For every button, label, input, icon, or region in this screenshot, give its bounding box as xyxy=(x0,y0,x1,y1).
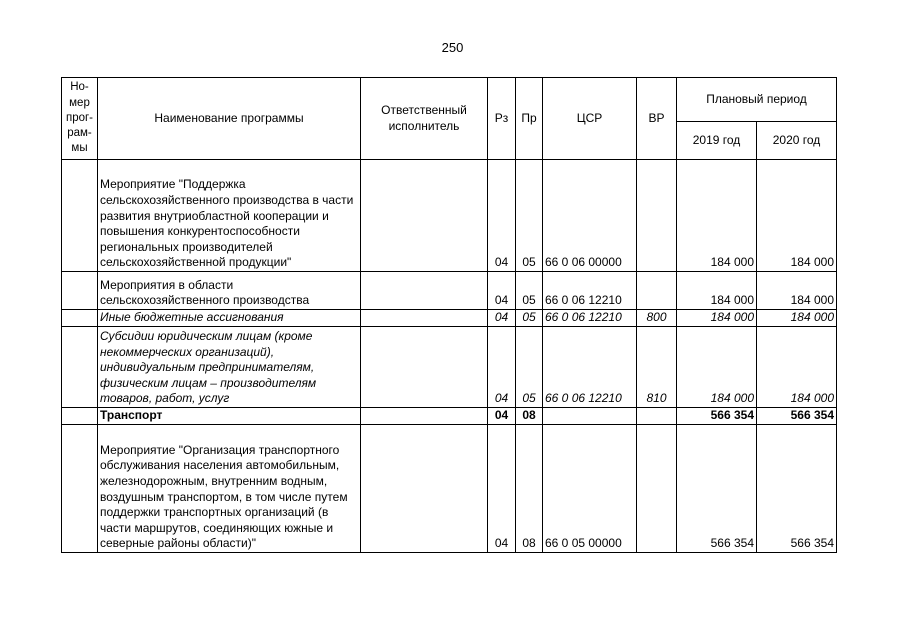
program-name-cell: Субсидии юридическим лицам (кроме некоммерческих организаций), индивидуальным предпринимателям, физическим лицам – производителям товаров, работ, услуг xyxy=(98,327,361,408)
vr-cell xyxy=(637,425,677,553)
executor-cell xyxy=(361,327,488,408)
header-executor: Ответственный исполнитель xyxy=(361,78,488,160)
amount-2020-cell: 184 000 xyxy=(757,272,837,310)
vr-cell: 810 xyxy=(637,327,677,408)
header-pr: Пр xyxy=(516,78,543,160)
executor-cell xyxy=(361,160,488,272)
csr-cell: 66 0 06 12210 xyxy=(543,327,637,408)
amount-2020-cell: 566 354 xyxy=(757,408,837,425)
csr-cell: 66 0 05 00000 xyxy=(543,425,637,553)
amount-2019-cell: 184 000 xyxy=(677,310,757,327)
program-number-cell xyxy=(62,310,98,327)
table-row xyxy=(62,310,837,327)
table-row xyxy=(62,408,837,425)
program-number-cell xyxy=(62,408,98,425)
executor-cell xyxy=(361,310,488,327)
table-row xyxy=(62,160,837,272)
rz-cell: 04 xyxy=(488,310,516,327)
program-name-cell: Мероприятия в области сельскохозяйственного производства xyxy=(98,272,361,310)
pr-cell: 08 xyxy=(516,408,543,425)
header-planned-period: Плановый период xyxy=(677,78,837,122)
amount-2020-cell: 184 000 xyxy=(757,310,837,327)
header-year-2019: 2019 год xyxy=(677,122,757,160)
executor-cell xyxy=(361,425,488,553)
amount-2019-cell: 566 354 xyxy=(677,408,757,425)
csr-cell: 66 0 06 00000 xyxy=(543,160,637,272)
program-number-cell xyxy=(62,272,98,310)
header-program-name: Наименование программы xyxy=(98,78,361,160)
table-row xyxy=(62,327,837,408)
rz-cell: 04 xyxy=(488,425,516,553)
table-row xyxy=(62,425,837,553)
executor-cell xyxy=(361,272,488,310)
page-number: 250 xyxy=(441,40,464,55)
program-name-cell: Мероприятие "Организация транспортного обслуживания населения автомобильным, железнодорожным, внутренним водным, воздушным транспортом, в том числе путем поддержки транспортных организаций (в части маршрутов, соединяющих южные и северные районы области)" xyxy=(98,425,361,553)
csr-cell xyxy=(543,408,637,425)
rz-cell: 04 xyxy=(488,272,516,310)
pr-cell: 05 xyxy=(516,310,543,327)
pr-cell: 05 xyxy=(516,327,543,408)
header-year-2020: 2020 год xyxy=(757,122,837,160)
rz-cell: 04 xyxy=(488,160,516,272)
amount-2019-cell: 566 354 xyxy=(677,425,757,553)
amount-2019-cell: 184 000 xyxy=(677,160,757,272)
budget-table xyxy=(61,77,837,553)
amount-2019-cell: 184 000 xyxy=(677,272,757,310)
vr-cell xyxy=(637,408,677,425)
pr-cell: 05 xyxy=(516,272,543,310)
csr-cell: 66 0 06 12210 xyxy=(543,272,637,310)
header-vr: ВР xyxy=(637,78,677,160)
vr-cell xyxy=(637,160,677,272)
rz-cell: 04 xyxy=(488,327,516,408)
program-number-cell xyxy=(62,327,98,408)
program-name-cell: Транспорт xyxy=(98,408,361,425)
csr-cell: 66 0 06 12210 xyxy=(543,310,637,327)
vr-cell xyxy=(637,272,677,310)
program-name-cell: Мероприятие "Поддержка сельскохозяйственного производства в части развития внутриобластной кооперации и повышения конкурентоспособности региональных производителей сельскохозяйственной продукции" xyxy=(98,160,361,272)
amount-2019-cell: 184 000 xyxy=(677,327,757,408)
header-rz: Рз xyxy=(488,78,516,160)
program-name-cell: Иные бюджетные ассигнования xyxy=(98,310,361,327)
rz-cell: 04 xyxy=(488,408,516,425)
header-program-number: Но-мер прог-рам-мы xyxy=(62,78,98,160)
header-csr: ЦСР xyxy=(543,78,637,160)
amount-2020-cell: 566 354 xyxy=(757,425,837,553)
amount-2020-cell: 184 000 xyxy=(757,327,837,408)
executor-cell xyxy=(361,408,488,425)
pr-cell: 08 xyxy=(516,425,543,553)
program-number-cell xyxy=(62,425,98,553)
vr-cell: 800 xyxy=(637,310,677,327)
table-row xyxy=(62,272,837,310)
pr-cell: 05 xyxy=(516,160,543,272)
program-number-cell xyxy=(62,160,98,272)
amount-2020-cell: 184 000 xyxy=(757,160,837,272)
